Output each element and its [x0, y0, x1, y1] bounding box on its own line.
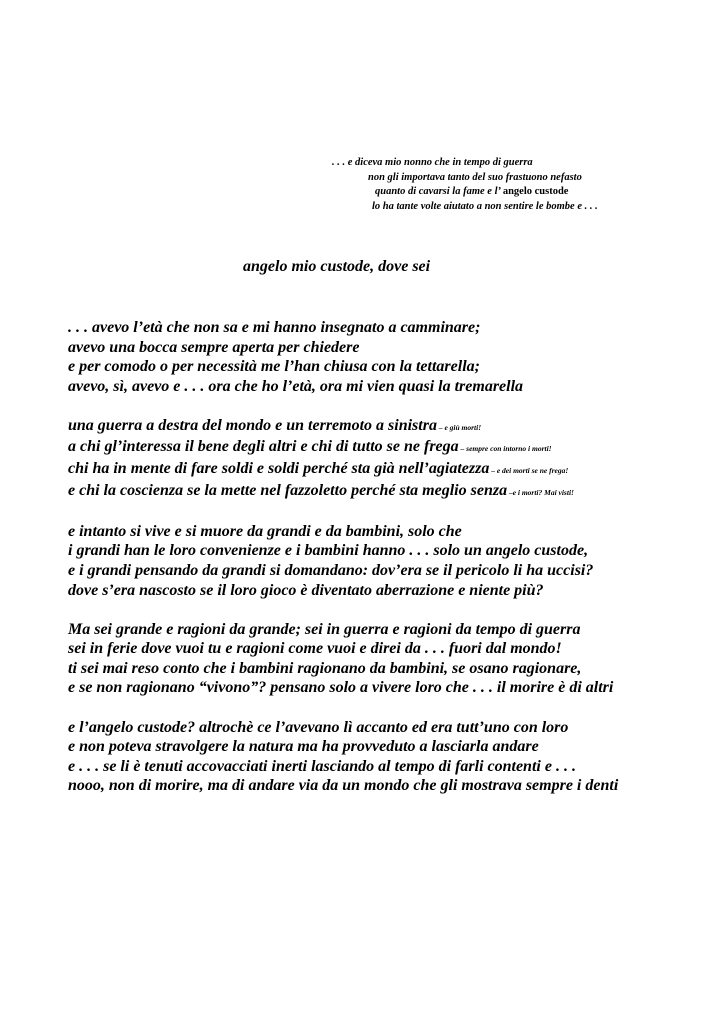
epigraph-line: . . . e diceva mio nonno che in tempo di guerra: [332, 157, 533, 168]
epigraph-line: [375, 185, 568, 200]
poem-line: sei in ferie dove vuoi tu e ragioni come vuoi e direi da . . . fuori dal mondo!: [68, 640, 562, 658]
poem-line: [68, 459, 718, 481]
poem-title: angelo mio custode, dove sei: [243, 258, 431, 275]
poem-line: avevo una bocca sempre aperta per chiedere: [68, 338, 360, 356]
poem-line: [68, 481, 718, 503]
poem-line: e . . . se li è tenuti accovacciati inerti lasciando al tempo di farli contenti e . . .: [68, 757, 576, 775]
stanza: [68, 522, 718, 600]
stanza: [68, 416, 718, 502]
poem-line-text: e chi la coscienza se la mette nel fazzoletto perché sta meglio senza: [68, 481, 508, 499]
poem-line: nooo, non di morire, ma di andare via da un mondo che gli mostrava sempre i denti: [68, 777, 619, 795]
poem-line: e intanto si vive e si muore da grandi e da bambini, solo che: [68, 522, 462, 540]
stanza: [68, 718, 718, 796]
side-note: – e giù morti!: [436, 422, 482, 432]
poem-line: e i grandi pensando da grandi si domandano: dov’era se il pericolo li ha uccisi?: [68, 561, 594, 579]
poem-line: . . . avevo l’età che non sa e mi hanno insegnato a camminare;: [68, 319, 481, 336]
poem-line: e per comodo o per necessità me l’han chiusa con la tettarella;: [68, 358, 480, 376]
poem-line-text: a chi gl’interessa il bene degli altri e chi di tutto se ne frega: [68, 438, 459, 456]
side-note: – e dei morti se ne frega!: [489, 466, 569, 476]
poem-line: e se non ragionano “vivono”? pensano solo a vivere loro che . . . il morire è di altri: [68, 679, 614, 697]
epigraph-line-part: angelo custode: [502, 186, 569, 197]
poem-line: [68, 437, 718, 459]
poem-line-text: una guerra a destra del mondo e un terremoto a sinistra: [68, 416, 437, 434]
epigraph-line: non gli importava tanto del suo frastuono nefasto: [368, 171, 582, 183]
poem-line: e l’angelo custode? altrochè ce l’avevano lì accanto ed era tutt’uno con loro: [68, 718, 569, 736]
poem-line: Ma sei grande e ragioni da grande; sei in guerra e ragioni da tempo di guerra: [68, 620, 581, 638]
poem-line: avevo, sì, avevo e . . . ora che ho l’età, ora mi vien quasi la tremarella: [68, 377, 524, 395]
poem-line: dove s’era nascosto se il loro gioco è diventato aberrazione e niente più?: [68, 581, 544, 599]
side-note: – sempre con intorno i morti!: [458, 444, 552, 454]
epigraph-line-part: quanto di cavarsi la fame e l’: [375, 186, 501, 197]
poem-line: ti sei mai reso conto che i bambini ragionano da bambini, se osano ragionare,: [68, 659, 582, 677]
stanza: [68, 620, 718, 698]
stanza: [68, 318, 718, 396]
poem-body: [68, 318, 718, 815]
epigraph-line: lo ha tante volte aiutato a non sentire le bombe e . . .: [372, 200, 598, 212]
poem-line: [68, 416, 718, 438]
poem-line: i grandi han le loro convenienze e i bambini hanno . . . solo un angelo custode,: [68, 542, 589, 560]
side-note: –e i morti? Mai visti!: [507, 487, 574, 497]
poem-line-text: chi ha in mente di fare soldi e soldi perché sta già nell’agiatezza: [68, 460, 490, 478]
poem-line: e non poteva stravolgere la natura ma ha provveduto a lasciarla andare: [68, 738, 539, 756]
